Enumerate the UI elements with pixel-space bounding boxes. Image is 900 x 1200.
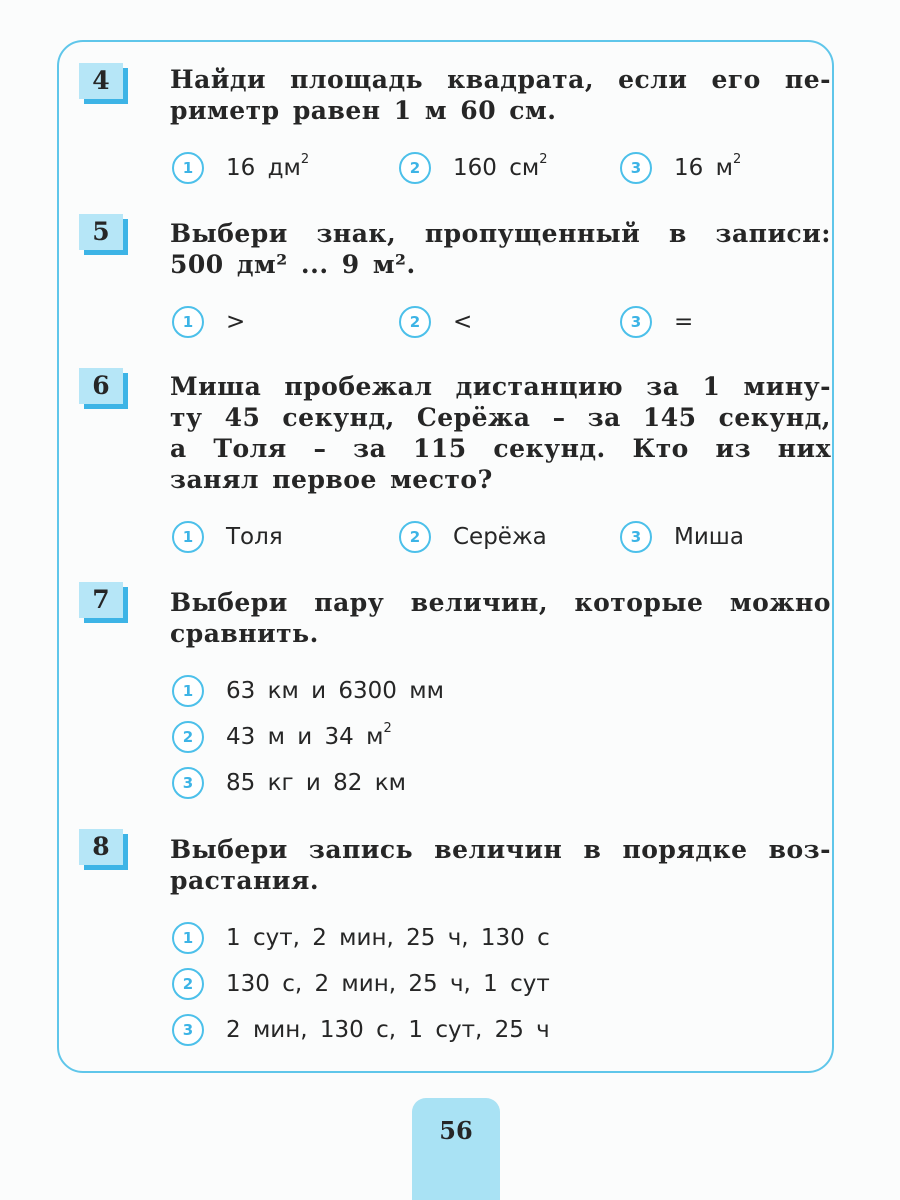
option-number-circle: 1	[172, 306, 204, 338]
option-number-circle: 2	[172, 968, 204, 1000]
option-number-circle: 1	[172, 521, 204, 553]
answer-option-2[interactable]	[172, 720, 392, 754]
answer-option-1[interactable]	[172, 921, 550, 955]
answer-option-2[interactable]	[172, 967, 550, 1001]
task-question-line: сравнить.	[170, 619, 319, 648]
option-number-circle: 2	[399, 152, 431, 184]
task-question-line: а Толя – за 115 секунд. Кто из них	[170, 434, 831, 463]
answer-option-1[interactable]	[172, 520, 283, 554]
task-number: 5	[79, 214, 123, 250]
option-text: Серёжа	[453, 524, 547, 550]
option-text: 1 сут, 2 мин, 25 ч, 130 с	[226, 925, 550, 951]
task-number: 4	[79, 63, 123, 99]
option-number-circle: 2	[399, 521, 431, 553]
answer-option-1[interactable]	[172, 305, 245, 339]
answer-option-3[interactable]	[172, 766, 406, 800]
task-question-line: растания.	[170, 866, 320, 895]
option-text: 16 $дм^2$	[226, 152, 310, 181]
option-number-circle: 1	[172, 922, 204, 954]
answer-option-3[interactable]	[620, 305, 693, 339]
option-number-circle: 3	[172, 1014, 204, 1046]
answer-option-3[interactable]	[620, 520, 744, 554]
option-text: =	[674, 309, 694, 335]
task-question-line: Выбери запись величин в порядке воз-	[170, 835, 831, 864]
option-number-circle: 3	[620, 521, 652, 553]
option-text: 43 м и 34 $м^2$	[226, 721, 392, 750]
option-text: <	[453, 309, 473, 335]
answer-option-1[interactable]	[172, 674, 444, 708]
answer-option-2[interactable]	[399, 520, 547, 554]
option-text: Миша	[674, 524, 744, 550]
option-number-circle: 1	[172, 675, 204, 707]
option-text: 16 $м^2$	[674, 152, 742, 181]
option-number-circle: 2	[172, 721, 204, 753]
task-question-line: Миша пробежал дистанцию за 1 мину-	[170, 372, 831, 401]
option-number-circle: 3	[620, 152, 652, 184]
task-number: 7	[79, 582, 123, 618]
task-question-line: Выбери пару величин, которые можно	[170, 588, 831, 617]
task-question-line: Найди площадь квадрата, если его пе-	[170, 65, 831, 94]
task-number: 6	[79, 368, 123, 404]
option-text: 2 мин, 130 с, 1 сут, 25 ч	[226, 1017, 550, 1043]
task-question-line: ту 45 секунд, Серёжа – за 145 секунд,	[170, 403, 831, 432]
option-text: 63 км и 6300 мм	[226, 678, 444, 704]
task-question-line: риметр равен 1 м 60 см.	[170, 96, 557, 125]
option-text: 130 с, 2 мин, 25 ч, 1 сут	[226, 971, 550, 997]
option-text: Толя	[226, 524, 283, 550]
answer-option-3[interactable]	[172, 1013, 550, 1047]
option-number-circle: 3	[620, 306, 652, 338]
option-text: >	[226, 309, 246, 335]
option-number-circle: 3	[172, 767, 204, 799]
answer-option-2[interactable]	[399, 151, 548, 185]
task-number: 8	[79, 829, 123, 865]
option-number-circle: 1	[172, 152, 204, 184]
option-number-circle: 2	[399, 306, 431, 338]
answer-option-2[interactable]	[399, 305, 472, 339]
task-question-line: 500 дм² ... 9 м².	[170, 250, 416, 279]
page-number-tab	[412, 1098, 500, 1200]
task-question-line: занял первое место?	[170, 465, 493, 494]
page-frame	[57, 40, 834, 1073]
option-text: 85 кг и 82 км	[226, 770, 406, 796]
page-number: 56	[439, 1116, 473, 1145]
answer-option-1[interactable]	[172, 151, 309, 185]
option-text: 160 $см^2$	[453, 152, 548, 181]
task-question-line: Выбери знак, пропущенный в записи:	[170, 219, 831, 248]
answer-option-3[interactable]	[620, 151, 741, 185]
